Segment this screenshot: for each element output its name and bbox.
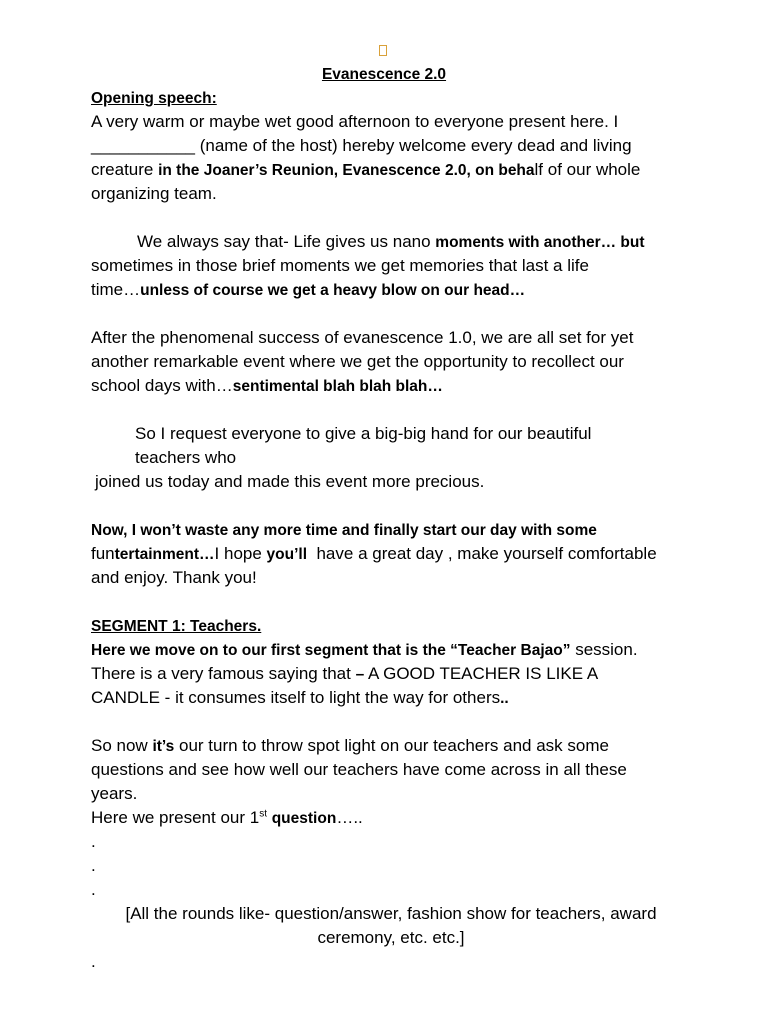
paragraph-line xyxy=(91,230,691,254)
bold-run: in the Joaner’s Reunion, Evanescence 2.0, on beha xyxy=(158,162,535,179)
blank-line xyxy=(91,494,691,518)
paragraph-line: another remarkable event where we get the opportunity to recollect our xyxy=(91,352,624,371)
bold-run: tertainment… xyxy=(114,546,215,563)
superscript: st xyxy=(259,808,267,820)
bold-run: sentimental blah blah blah… xyxy=(232,378,443,395)
text-run: fun xyxy=(91,544,115,563)
text-run: lf of our whole xyxy=(534,160,641,179)
bold-run: – xyxy=(355,666,365,683)
paragraph-line: organizing team. xyxy=(91,184,217,203)
paragraph-line: teachers who xyxy=(135,448,237,467)
bold-run: Now, I won’t waste any more time and finally start our day with some xyxy=(91,522,597,539)
paragraph-line: questions and see how well our teachers have come across in all these xyxy=(91,760,627,779)
document-title: Evanescence 2.0 xyxy=(321,66,447,83)
paragraph-line xyxy=(91,158,691,182)
paragraph-line xyxy=(91,542,691,566)
blank-line xyxy=(91,398,691,422)
text-run: school days with… xyxy=(91,376,233,395)
bold-run: .. xyxy=(500,690,509,707)
paragraph-line: A very warm or maybe wet good afternoon to everyone present here. I xyxy=(91,112,619,131)
text-run: have a great day , make yourself comfortable xyxy=(307,544,657,563)
paragraph-line xyxy=(91,278,691,302)
bold-run: unless of course we get a heavy blow on our head… xyxy=(140,282,526,299)
text-run: creature xyxy=(91,160,159,179)
text-run: our turn to throw spot light on our teachers and ask some xyxy=(174,736,609,755)
rounds-line: [All the rounds like- question/answer, fashion show for teachers, award xyxy=(125,904,657,923)
blank-line xyxy=(91,302,691,326)
text-run: There is a very famous saying that xyxy=(91,664,356,683)
paragraph-line xyxy=(91,518,691,542)
paragraph-line: ___________ (name of the host) hereby welcome every dead and living xyxy=(91,136,632,155)
paragraph-line xyxy=(91,686,691,710)
text-run: ….. xyxy=(336,808,363,827)
text-run: time… xyxy=(91,280,141,299)
text-run: So now xyxy=(91,736,153,755)
opening-speech-heading xyxy=(91,86,691,110)
opening-heading-text: Opening speech: xyxy=(91,90,217,107)
paragraph-line xyxy=(91,806,691,830)
paragraph-line: So I request everyone to give a big-big hand for our beautiful xyxy=(135,424,592,443)
paragraph-line xyxy=(91,734,691,758)
dot-line: . xyxy=(91,856,96,875)
bold-run: Here we move on to our first segment that is the “Teacher Bajao” xyxy=(91,642,571,659)
text-run: A GOOD TEACHER IS LIKE A xyxy=(364,664,599,683)
dot-line: . xyxy=(91,952,96,971)
bold-run: question xyxy=(271,810,337,827)
paragraph-line: joined us today and made this event more precious. xyxy=(95,472,485,491)
bold-run: it’s xyxy=(152,738,175,755)
bold-run: moments with another… but xyxy=(435,234,645,251)
segment-heading xyxy=(91,614,691,638)
text-run: session. xyxy=(570,640,638,659)
dot-line: . xyxy=(91,880,96,899)
blank-line xyxy=(91,590,691,614)
blank-line xyxy=(91,710,691,734)
paragraph-line xyxy=(91,638,691,662)
text-run: Here we present our 1 xyxy=(91,808,260,827)
paragraph-line xyxy=(91,374,691,398)
rounds-line: ceremony, etc. etc.] xyxy=(317,928,465,947)
document-body xyxy=(91,86,691,974)
text-run: We always say that- Life gives us nano xyxy=(137,232,436,251)
paragraph-line: years. xyxy=(91,784,138,803)
paragraph-line: and enjoy. Thank you! xyxy=(91,568,257,587)
missing-glyph-icon xyxy=(379,45,387,56)
paragraph-line xyxy=(91,662,691,686)
paragraph-line: sometimes in those brief moments we get memories that last a life xyxy=(91,256,589,275)
bold-run: you’ll xyxy=(266,546,308,563)
blank-line xyxy=(91,206,691,230)
segment-heading-text: SEGMENT 1: Teachers. xyxy=(91,618,262,635)
paragraph-line: After the phenomenal success of evanescence 1.0, we are all set for yet xyxy=(91,328,634,347)
text-run: I hope xyxy=(214,544,267,563)
dot-line: . xyxy=(91,832,96,851)
text-run: CANDLE - it consumes itself to light the way for others xyxy=(91,688,501,707)
